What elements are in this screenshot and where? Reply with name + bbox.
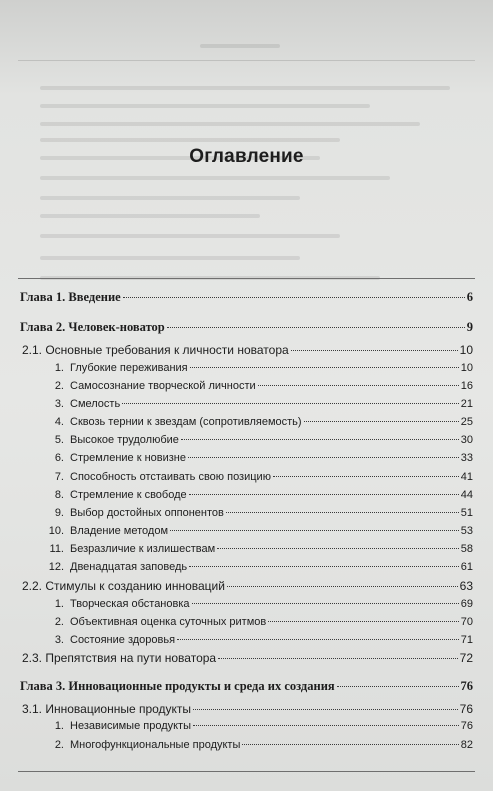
- toc-entry-text: Сквозь тернии к звездам (сопротивляемость): [70, 416, 302, 428]
- toc-bottom-rule: [18, 771, 475, 772]
- toc-sub-row[interactable]: [48, 616, 473, 628]
- toc-entry-text: Двенадцатая заповедь: [70, 561, 188, 573]
- dot-leader: [190, 366, 459, 368]
- toc-entry-number: 3.: [54, 634, 64, 646]
- toc-section-row[interactable]: [22, 702, 473, 716]
- dot-leader: [227, 585, 458, 587]
- toc-entry-number: 12.: [48, 561, 64, 573]
- toc-entry-title: [48, 489, 187, 501]
- toc-entry-title: [48, 398, 120, 410]
- toc-sub-row[interactable]: [48, 416, 473, 428]
- toc-sub-row[interactable]: [48, 434, 473, 446]
- running-header-rule: [18, 60, 475, 61]
- toc-page-number: 30: [460, 434, 473, 446]
- toc-chapter-row[interactable]: [20, 320, 473, 335]
- dot-leader: [304, 420, 459, 422]
- toc-entry-number: 6.: [54, 452, 64, 464]
- toc-entry-text: Высокое трудолюбие: [70, 434, 179, 446]
- dot-leader: [193, 724, 459, 726]
- toc-sub-row[interactable]: [48, 525, 473, 537]
- toc-page-number: 71: [460, 634, 473, 646]
- toc-entry-text: Способность отстаивать свою позицию: [70, 471, 271, 483]
- toc-entry-text: Глубокие переживания: [70, 362, 188, 374]
- toc-entry-number: 8.: [54, 489, 64, 501]
- toc-sub-row[interactable]: [48, 598, 473, 610]
- toc-page-number: 72: [459, 651, 473, 665]
- toc-sub-row[interactable]: [48, 561, 473, 573]
- toc-entry-title: [48, 634, 175, 646]
- toc-entry-text: Многофункциональные продукты: [70, 739, 241, 751]
- toc-page-number: 53: [460, 525, 473, 537]
- toc-section-row[interactable]: [22, 343, 473, 357]
- toc-sub-row[interactable]: [48, 362, 473, 374]
- toc-sub-row[interactable]: [48, 398, 473, 410]
- dot-leader: [123, 296, 465, 298]
- toc-entry-title: [48, 616, 266, 628]
- toc-page-number: 58: [460, 543, 473, 555]
- toc-page-number: 41: [460, 471, 473, 483]
- toc-entry-text: Владение методом: [70, 525, 169, 537]
- toc-page-number: 69: [460, 598, 473, 610]
- toc-page-number: 9: [466, 320, 473, 334]
- toc-section-row[interactable]: [22, 579, 473, 593]
- toc-entry-title: [48, 739, 240, 751]
- toc-entry-text: Смелость: [70, 398, 121, 410]
- toc-entry-text: Выбор достойных оппонентов: [70, 507, 224, 519]
- toc-section-row[interactable]: [22, 651, 473, 665]
- toc-entry-number: 5.: [54, 434, 64, 446]
- toc-entry-title: [48, 598, 190, 610]
- toc-entry-title: [48, 507, 224, 519]
- dot-leader: [122, 402, 459, 404]
- dot-leader: [189, 565, 459, 567]
- toc-page-number: 76: [460, 679, 473, 693]
- toc-page-number: 16: [460, 380, 473, 392]
- dot-leader: [337, 685, 459, 687]
- toc-entry-number: 9.: [54, 507, 64, 519]
- toc-page-number: 10: [459, 343, 473, 357]
- toc-sub-row[interactable]: [48, 507, 473, 519]
- toc-sub-row[interactable]: [48, 543, 473, 555]
- toc-page-number: 10: [460, 362, 473, 374]
- toc-entry-number: 1.: [54, 598, 64, 610]
- dot-leader: [291, 349, 458, 351]
- toc-sub-row[interactable]: [48, 634, 473, 646]
- dot-leader: [268, 620, 459, 622]
- dot-leader: [170, 529, 459, 531]
- toc-entry-title: [48, 720, 191, 732]
- toc-sub-row[interactable]: [48, 739, 473, 751]
- toc-entry-text: Независимые продукты: [70, 720, 192, 732]
- dot-leader: [242, 743, 458, 745]
- dot-leader: [189, 493, 459, 495]
- toc-page-number: 44: [460, 489, 473, 501]
- toc-page-number: 33: [460, 452, 473, 464]
- toc-entry-title: [48, 416, 302, 428]
- toc-entry-text: Самосознание творческой личности: [70, 380, 256, 392]
- toc-entry-title: [48, 561, 187, 573]
- toc-entry-number: 1.: [54, 362, 64, 374]
- toc-entry-number: 2.: [54, 380, 64, 392]
- toc-page-number: 63: [459, 579, 473, 593]
- toc-entry-number: 2.: [54, 616, 64, 628]
- toc-entry-title: [48, 380, 256, 392]
- toc-sub-row[interactable]: [48, 452, 473, 464]
- dot-leader: [217, 547, 459, 549]
- toc-entry-title: [48, 452, 186, 464]
- toc-page-number: 61: [460, 561, 473, 573]
- toc-entry-text: Творческая обстановка: [70, 598, 190, 610]
- toc-entry-title: Глава 2. Человек-новатор: [20, 320, 165, 334]
- toc-sub-row[interactable]: [48, 720, 473, 732]
- page-title: Оглавление: [189, 146, 304, 167]
- toc-entry-title: 3.1. Инновационные продукты: [22, 702, 192, 716]
- toc-entry-title: [48, 471, 271, 483]
- dot-leader: [226, 511, 459, 513]
- dot-leader: [258, 384, 459, 386]
- toc-entry-title: 2.2. Стимулы к созданию инноваций: [22, 579, 225, 593]
- toc-entry-title: [48, 362, 188, 374]
- toc-top-rule: [18, 278, 475, 279]
- dot-leader: [218, 657, 458, 659]
- toc-sub-row[interactable]: [48, 380, 473, 392]
- toc-chapter-row[interactable]: [20, 679, 473, 694]
- dot-leader: [192, 602, 459, 604]
- toc-chapter-row[interactable]: [20, 290, 473, 305]
- toc-entry-title: [48, 434, 179, 446]
- toc-entry-text: Стремление к новизне: [70, 452, 186, 464]
- toc-entry-text: Безразличие к излишествам: [70, 543, 216, 555]
- toc-page-number: 82: [460, 739, 473, 751]
- dot-leader: [181, 438, 459, 440]
- toc-sub-row[interactable]: [48, 471, 473, 483]
- toc-page-number: 25: [460, 416, 473, 428]
- dot-leader: [273, 475, 459, 477]
- toc-page-number: 51: [460, 507, 473, 519]
- toc-entry-title: [48, 543, 215, 555]
- toc-entry-number: 2.: [54, 739, 64, 751]
- toc-entry-title: [48, 525, 168, 537]
- toc-entry-title: Глава 3. Инновационные продукты и среда их создания: [20, 679, 335, 693]
- toc-sub-row[interactable]: [48, 489, 473, 501]
- toc-entry-text: Объективная оценка суточных ритмов: [70, 616, 267, 628]
- toc-entry-number: 3.: [54, 398, 64, 410]
- toc-entry-number: 1.: [54, 720, 64, 732]
- toc-page-number: 6: [466, 290, 473, 304]
- toc-page-number: 70: [460, 616, 473, 628]
- toc-entry-title: 2.1. Основные требования к личности новатора: [22, 343, 289, 357]
- toc-page-number: 76: [459, 702, 473, 716]
- toc-page-number: 76: [460, 720, 473, 732]
- dot-leader: [167, 326, 465, 328]
- dot-leader: [193, 708, 458, 710]
- toc-entry-number: 4.: [54, 416, 64, 428]
- toc-entry-number: 11.: [49, 543, 64, 555]
- toc-entry-number: 7.: [54, 471, 64, 483]
- toc-entry-number: 10.: [48, 525, 64, 537]
- toc-page-number: 21: [460, 398, 473, 410]
- dot-leader: [188, 456, 459, 458]
- toc-entry-title: Глава 1. Введение: [20, 290, 121, 304]
- toc-entry-text: Стремление к свободе: [70, 489, 187, 501]
- dot-leader: [177, 638, 459, 640]
- toc-entry-text: Состояние здоровья: [70, 634, 176, 646]
- toc-entry-title: 2.3. Препятствия на пути новатора: [22, 651, 217, 665]
